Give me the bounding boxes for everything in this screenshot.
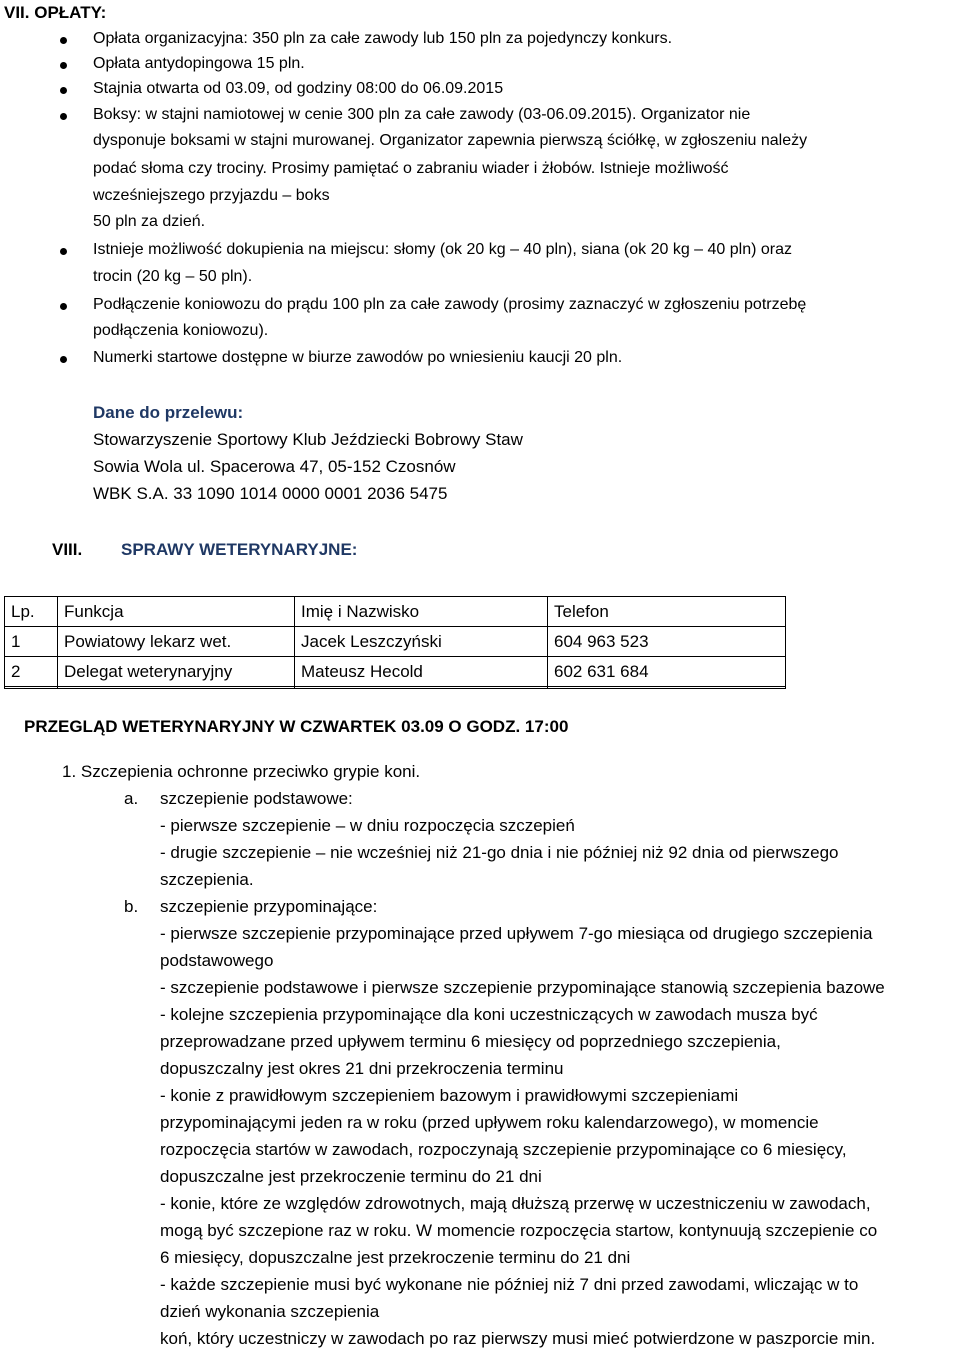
item-b-line-14: - każde szczepienie musi być wykonane nie później niż 7 dni przed zawodami, wliczając w to <box>160 1275 859 1294</box>
item-b-line-16: koń, który uczestniczy w zawodach po raz pierwszy musi mieć potwierdzone w paszporcie min. <box>160 1329 876 1348</box>
item-b-line-7: - konie z prawidłowym szczepieniem bazowym i prawidłowymi szczepieniami <box>160 1086 739 1105</box>
item-b-line-12: mogą być szczepione raz w roku. W momencie rozpoczęcia startow, kontynuują szczepienie co <box>160 1221 878 1240</box>
fee-item-5-line-1: Istnieje możliwość dokupienia na miejscu: słomy (ok 20 kg – 40 pln), siana (ok 20 kg – 40 pln) oraz <box>93 241 793 258</box>
fee-item-6-line-1: Podłączenie koniowozu do prądu 100 pln za całe zawody (prosimy zaznaczyć w zgłoszeniu potrzebę <box>93 296 807 313</box>
section-8-title: SPRAWY WETERYNARYJNE: <box>121 540 358 559</box>
item-b-label: b. <box>124 897 139 916</box>
fee-item-6-line-2: podłączenia koniowozu). <box>93 322 269 339</box>
header-phone: Telefon <box>548 597 786 627</box>
cell-lp: 1 <box>5 627 58 657</box>
transfer-line-1: Stowarzyszenie Sportowy Klub Jeździecki Bobrowy Staw <box>93 430 523 449</box>
item-b-line-2: podstawowego <box>160 951 274 970</box>
fee-item-4-line-3: podać słoma czy trociny. Prosimy pamiętać o zabraniu wiader i żłobów. Istnieje możliwość <box>93 160 729 177</box>
bullet-icon <box>60 248 67 255</box>
section-8-number: VIII. <box>52 540 83 559</box>
item-b-line-4: - kolejne szczepienia przypominające dla koni uczestniczących w zawodach musza być <box>160 1005 818 1024</box>
bullet-icon <box>60 113 67 120</box>
header-name: Imię i Nazwisko <box>295 597 548 627</box>
table-header-row <box>5 597 786 627</box>
spacer-cell <box>58 687 295 689</box>
fee-item-3: Stajnia otwarta od 03.09, od godziny 08:00 do 06.09.2015 <box>93 80 504 97</box>
item-b-line-6: dopuszczalny jest okres 21 dni przekroczenia terminu <box>160 1059 564 1078</box>
item-a-label: a. <box>124 789 139 808</box>
header-function: Funkcja <box>58 597 295 627</box>
item-a-title: szczepienie podstawowe: <box>160 789 353 808</box>
transfer-heading: Dane do przelewu: <box>93 403 244 422</box>
item-b-line-10: dopuszczalne jest przekroczenie terminu do 21 dni <box>160 1167 542 1186</box>
fee-item-4-line-5: 50 pln za dzień. <box>93 213 206 230</box>
item-a-line-1: - pierwsze szczepienie – w dniu rozpoczęcia szczepień <box>160 816 575 835</box>
fee-item-7: Numerki startowe dostępne w biurze zawodów po wniesieniu kaucji 20 pln. <box>93 349 623 366</box>
item-b-line-5: przeprowadzane przed upływem terminu 6 miesięcy od poprzedniego szczepienia, <box>160 1032 781 1051</box>
vet-table <box>4 596 786 689</box>
item-b-line-3: - szczepienie podstawowe i pierwsze szczepienie przypominające stanowią szczepienia bazowe <box>160 978 885 997</box>
transfer-line-2: Sowia Wola ul. Spacerowa 47, 05-152 Czosnów <box>93 457 456 476</box>
spacer-cell <box>548 687 786 689</box>
cell-phone: 602 631 684 <box>548 657 786 687</box>
fee-item-4-line-1: Boksy: w stajni namiotowej w cenie 300 pln za całe zawody (03-06.09.2015). Organizator nie <box>93 106 751 123</box>
spacer-cell <box>295 687 548 689</box>
table-row <box>5 657 786 687</box>
item-b-line-1: - pierwsze szczepienie przypominające przed upływem 7-go miesiąca od drugiego szczepienia <box>160 924 873 943</box>
inspection-heading: PRZEGLĄD WETERYNARYJNY W CZWARTEK 03.09 O GODZ. 17:00 <box>24 717 569 736</box>
fee-item-5-line-2: trocin (20 kg – 50 pln). <box>93 268 253 285</box>
fee-item-4-line-4: wcześniejszego przyjazdu – boks <box>93 187 330 204</box>
header-lp: Lp. <box>5 597 58 627</box>
spacer-cell <box>5 687 58 689</box>
cell-lp: 2 <box>5 657 58 687</box>
fee-item-4-line-2: dysponuje boksami w stajni murowanej. Organizator zapewnia pierwszą ściółkę, w zgłoszeniu należy <box>93 132 808 149</box>
bullet-icon <box>60 62 67 69</box>
table-row <box>5 627 786 657</box>
item-b-line-15: dzień wykonania szczepienia <box>160 1302 380 1321</box>
item-a-line-3: szczepienia. <box>160 870 254 889</box>
cell-function: Delegat weterynaryjny <box>58 657 295 687</box>
item-b-line-8: przypominającymi jeden ra w roku (przed upływem roku kalendarzowego), w momencie <box>160 1113 819 1132</box>
bullet-icon <box>60 87 67 94</box>
transfer-line-3: WBK S.A. 33 1090 1014 0000 0001 2036 5475 <box>93 484 448 503</box>
cell-name: Jacek Leszczyński <box>295 627 548 657</box>
section-7-heading: VII. OPŁATY: <box>4 3 107 22</box>
inspection-item-1: 1. Szczepienia ochronne przeciwko grypie koni. <box>62 762 421 781</box>
fee-item-2: Opłata antydopingowa 15 pln. <box>93 55 305 72</box>
item-b-line-11: - konie, które ze względów zdrowotnych, mają dłuższą przerwę w uczestniczeniu w zawodach, <box>160 1194 871 1213</box>
item-b-line-13: 6 miesięcy, dopuszczalne jest przekroczenie terminu do 21 dni <box>160 1248 631 1267</box>
cell-function: Powiatowy lekarz wet. <box>58 627 295 657</box>
item-b-title: szczepienie przypominające: <box>160 897 378 916</box>
table-spacer-row <box>5 687 786 689</box>
item-a-line-2: - drugie szczepienie – nie wcześniej niż 21-go dnia i nie później niż 92 dnia od pierwszego <box>160 843 839 862</box>
fee-item-1: Opłata organizacyjna: 350 pln za całe zawody lub 150 pln za pojedynczy konkurs. <box>93 30 673 47</box>
bullet-icon <box>60 303 67 310</box>
bullet-icon <box>60 356 67 363</box>
cell-name: Mateusz Hecold <box>295 657 548 687</box>
cell-phone: 604 963 523 <box>548 627 786 657</box>
bullet-icon <box>60 37 67 44</box>
item-b-line-9: rozpoczęcia startów w zawodach, rozpoczynają szczepienie przypominające co 6 miesięcy, <box>160 1140 847 1159</box>
